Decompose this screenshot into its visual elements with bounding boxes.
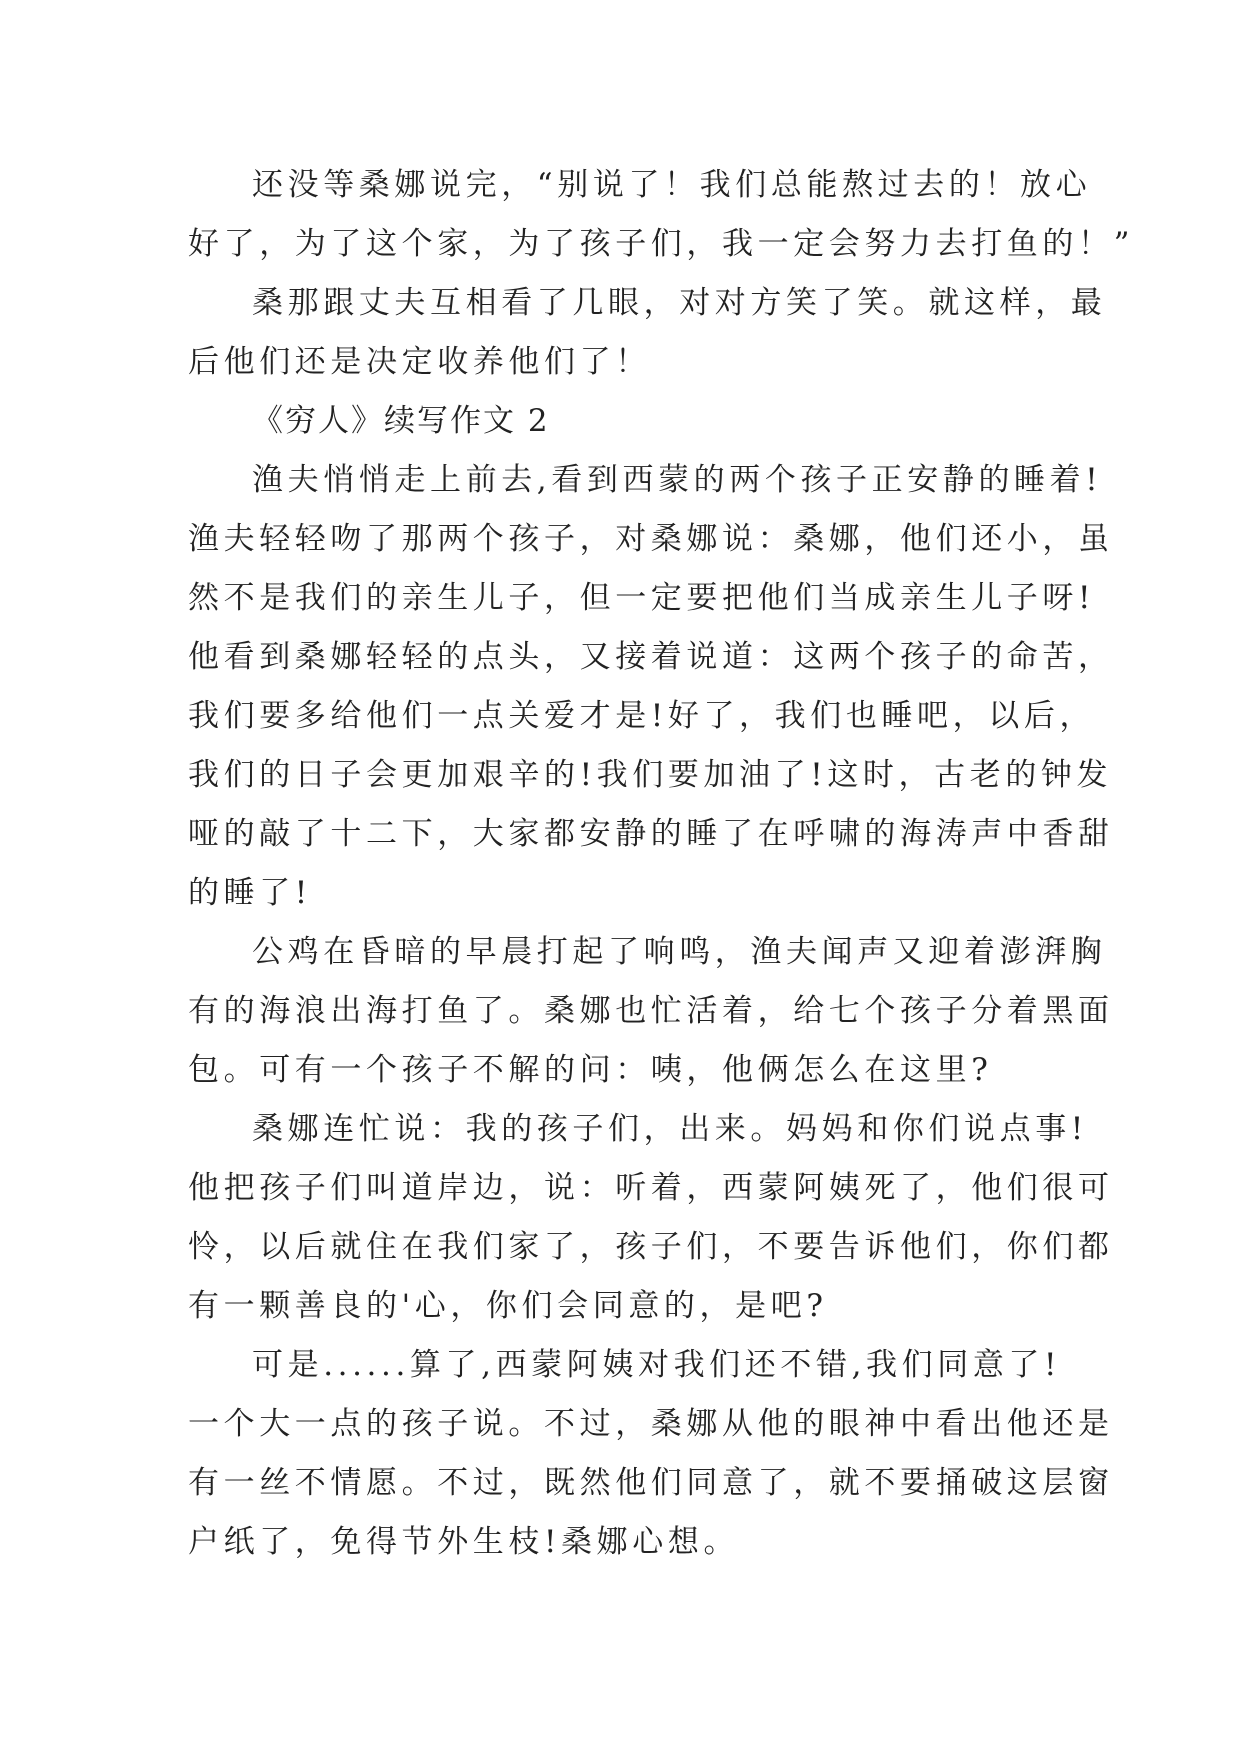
text-line: 还没等桑娜说完，“别说了！我们总能熬过去的！放心: [252, 167, 1092, 203]
document-body: [188, 156, 1135, 1572]
text-line: 户纸了，免得节外生枝!桑娜心想。: [188, 1524, 740, 1560]
text-line: 公鸡在昏暗的早晨打起了响鸣，渔夫闻声又迎着澎湃胸: [252, 934, 1107, 970]
text-line: 好了，为了这个家，为了孩子们，我一定会努力去打鱼的！”: [188, 226, 1135, 262]
paragraph-4: [188, 923, 1114, 1100]
paragraph-1: [188, 156, 1135, 274]
text-line: 有的海浪出海打鱼了。桑娜也忙活着，给七个孩子分着黑面: [188, 993, 1114, 1029]
text-line: 后他们还是决定收养他们了！: [188, 344, 651, 380]
text-line: 有一丝不情愿。不过，既然他们同意了，就不要捅破这层窗: [188, 1465, 1114, 1501]
text-line: 包。可有一个孩子不解的问：咦，他俩怎么在这里?: [188, 1052, 993, 1088]
text-line: 他把孩子们叫道岸边，说：听着，西蒙阿姨死了，他们很可: [188, 1170, 1114, 1206]
paragraph-5: [188, 1100, 1114, 1336]
text-line: 他看到桑娜轻轻的点头，又接着说道：这两个孩子的命苦，: [188, 639, 1114, 675]
section-heading: [188, 392, 1053, 451]
text-line: 哑的敲了十二下，大家都安静的睡了在呼啸的海涛声中香甜: [188, 816, 1114, 852]
paragraph-6: [188, 1336, 1114, 1572]
text-line: 的睡了!: [188, 875, 312, 911]
text-line: 可是......算了,西蒙阿姨对我们还不错,我们同意了!: [252, 1347, 1062, 1383]
text-line: 怜，以后就住在我们家了，孩子们，不要告诉他们，你们都: [188, 1229, 1114, 1265]
text-line: 我们的日子会更加艰辛的!我们要加油了!这时，古老的钟发: [188, 757, 1113, 793]
text-line: 我们要多给他们一点关爱才是!好了，我们也睡吧，以后，: [188, 698, 1096, 734]
text-line: 桑娜连忙说：我的孩子们，出来。妈妈和你们说点事!: [252, 1111, 1088, 1147]
text-line: 然不是我们的亲生儿子，但一定要把他们当成亲生儿子呀!: [188, 580, 1096, 616]
text-line: 渔夫悄悄走上前去,看到西蒙的两个孩子正安静的睡着!: [252, 462, 1103, 498]
heading-text: 《穷人》续写作文 2: [252, 403, 550, 439]
text-line: 一个大一点的孩子说。不过，桑娜从他的眼神中看出他还是: [188, 1406, 1114, 1442]
text-line: 桑那跟丈夫互相看了几眼，对对方笑了笑。就这样，最: [252, 285, 1107, 321]
paragraph-2: [188, 274, 1107, 392]
paragraph-3: [188, 451, 1114, 923]
text-line: 有一颗善良的'心，你们会同意的，是吧?: [188, 1288, 828, 1324]
text-line: 渔夫轻轻吻了那两个孩子，对桑娜说：桑娜，他们还小，虽: [188, 521, 1114, 557]
